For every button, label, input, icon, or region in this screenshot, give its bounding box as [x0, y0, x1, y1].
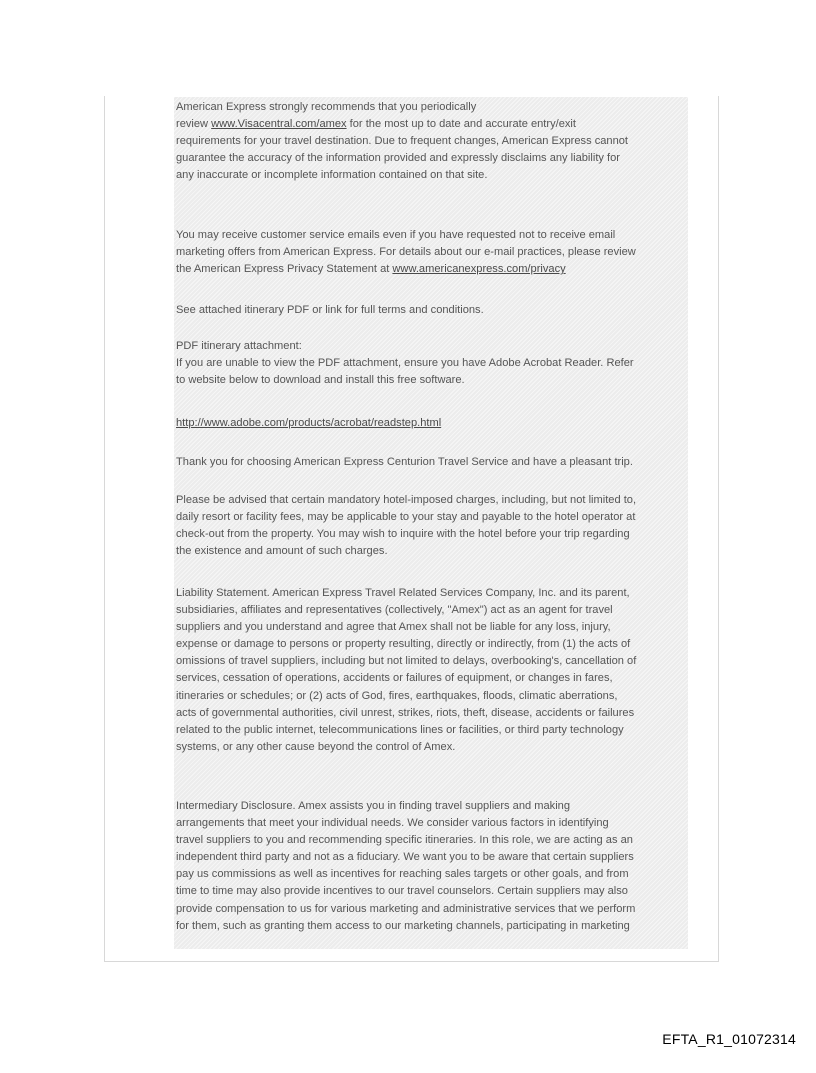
pdf-attachment-paragraph: PDF itinerary attachment: If you are unable to view the PDF attachment, ensure you have Adobe Acrobat Reader. Refer to website below to download and install this free software. [176, 340, 634, 387]
entry-requirements-paragraph: American Express strongly recommends that you periodically review www.Visacentral.com/amex for the most up to date and accurate entry/exit requirements for your travel destination. Due to frequent changes, American Express cannot guarantee the accuracy of the information provided and expressly disclaims any liability for any inaccurate or incomplete information contained on that site. [176, 101, 629, 182]
thank-you-line: Thank you for choosing American Express Centurion Travel Service and have a pleasant trip. [176, 456, 633, 468]
document-id: EFTA_R1_01072314 [662, 1031, 796, 1047]
email-body [174, 97, 688, 949]
terms-note: See attached itinerary PDF or link for full terms and conditions. [176, 304, 484, 316]
email-practices-paragraph: You may receive customer service emails even if you have requested not to receive email marketing offers from American Express. For details about our e-mail practices, please review the American Express Privacy Statement at www.americanexpress.com/privacy [176, 229, 636, 276]
privacy-link[interactable]: www.americanexpress.com/privacy [392, 263, 566, 276]
visacentral-link[interactable]: www.Visacentral.com/amex [211, 118, 347, 131]
intermediary-disclosure-paragraph: Intermediary Disclosure. Amex assists you in finding travel suppliers and making arrangements that meet your individual needs. We consider various factors in identifying travel suppliers to you and recommending specific itineraries. In this role, we are acting as an independent third party and not as a fiduciary. We want you to be aware that certain suppliers pay us commissions as well as incentives for reaching sales targets or other goals, and from time to time may also provide incentives to our travel counselors. Certain suppliers may also provide compensation to us for various marketing and administrative services that we perform for them, such as granting them access to our marketing channels, participating in marketing [176, 800, 636, 932]
adobe-link-paragraph [176, 415, 686, 432]
adobe-link[interactable]: http://www.adobe.com/products/acrobat/readstep.html [176, 417, 442, 429]
hotel-charges-paragraph: Please be advised that certain mandatory hotel-imposed charges, including, but not limited to, daily resort or facility fees, may be applicable to your stay and payable to the hotel operator at check-out from the property. You may wish to inquire with the hotel before your trip regarding the existence and amount of such charges. [176, 494, 637, 558]
liability-statement-paragraph: Liability Statement. American Express Travel Related Services Company, Inc. and its parent, subsidiaries, affiliates and representatives (collectively, "Amex") act as an agent for travel suppliers and you understand and agree that Amex shall not be liable for any loss, injury, expense or damage to persons or property resulting, directly or indirectly, from (1) the acts of omissions of travel suppliers, including but not limited to delays, overbooking's, cancellation of services, cessation of operations, accidents or failures of equipment, or changes in fares, itineraries or schedules; or (2) acts of God, fires, earthquakes, floods, climatic aberrations, acts of governmental authorities, civil unrest, strikes, riots, theft, disease, accidents or failures related to the public internet, telecommunications lines or facilities, or third party technology systems, or any other cause beyond the control of Amex. [176, 587, 637, 753]
